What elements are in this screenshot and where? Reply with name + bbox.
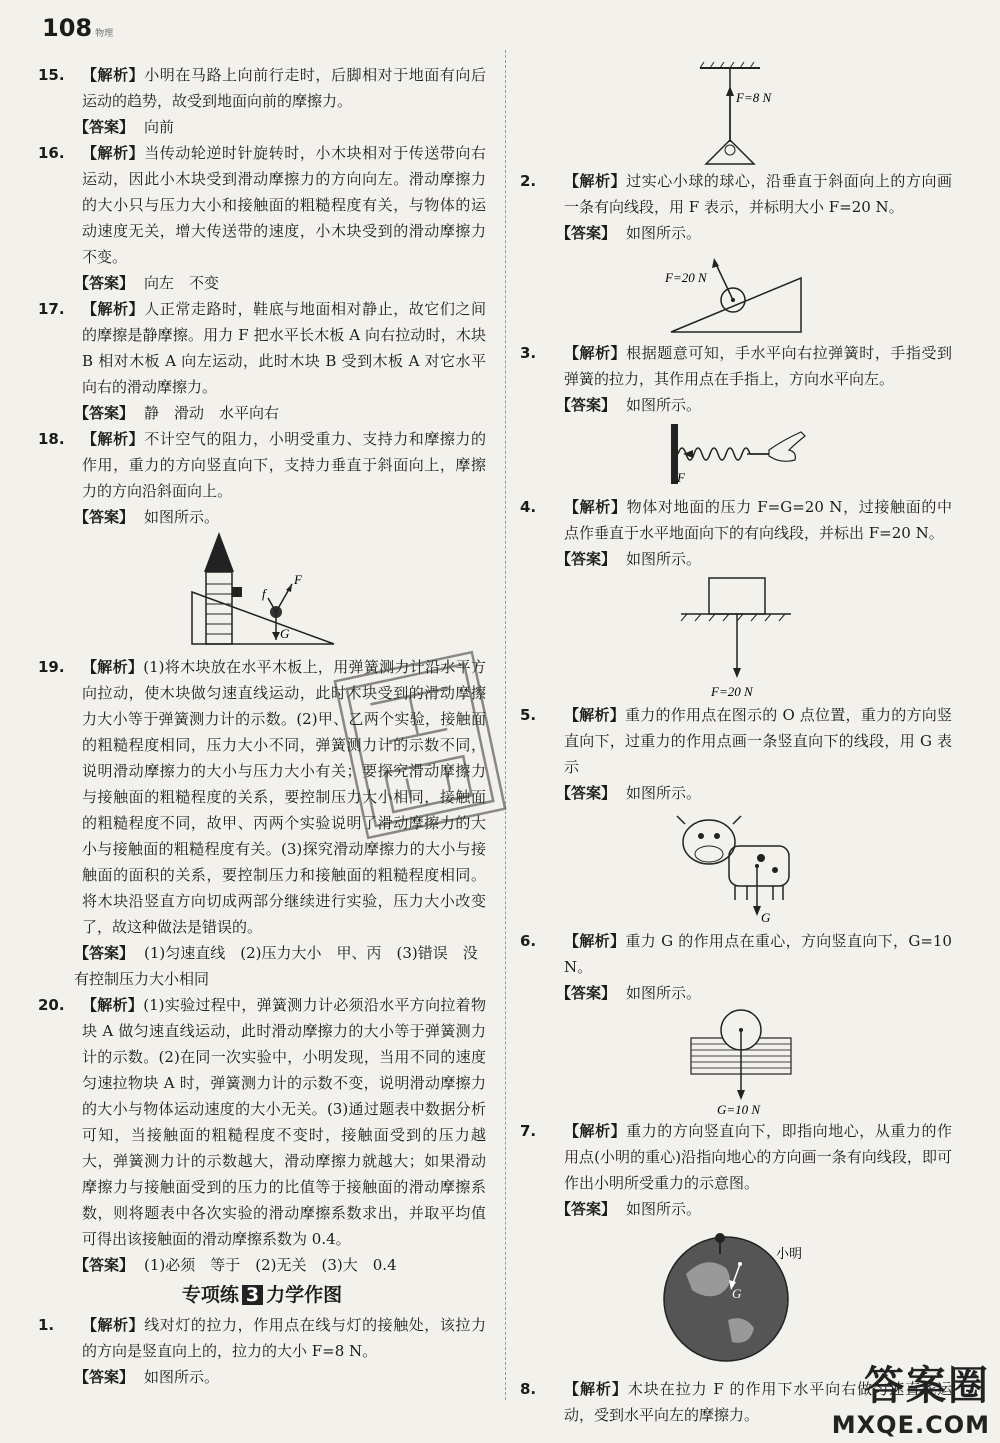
watermark (832, 1354, 990, 1439)
cow-gravity-label: G (761, 910, 771, 925)
lamp-force-label: F=8 N (736, 90, 772, 105)
floating-ball-figure (651, 1008, 821, 1116)
question-18: 18. 【解析】不计空气的阻力，小明受重力、支持力和摩擦力的作用，重力的方向竖直向下，支持力垂直于斜面向上，摩擦力的方向沿斜面向上。 (38, 430, 486, 500)
special-answer-3: 【答案】 如图所示。 (556, 396, 702, 414)
answer-19: 【答案】 (1)匀速直线 (2)压力大小 甲、丙 (3)错误 没有控制压力大小相同 (74, 944, 478, 988)
support-label: F (294, 572, 302, 587)
question-19: 19. 【解析】(1)将木块放在水平木板上，用弹簧测力计沿水平方向拉动，使木块做匀速直线运动，此时木块受到的滑动摩擦力大小等于弹簧测力计的示数。(2)甲、乙两个实验，接触面的粗糙程度相同，压力大小不同，弹簧测力计的示数不同，说明滑动摩擦力的大小与压力大小有关；要探究滑动摩擦力与接触面的粗糙程度的关系，要控制压力大小相同，接触面的粗糙程度不同，故甲、丙两个实验说明了滑动摩擦力的大小与接触面的粗糙程度有关。(3)探究滑动摩擦力的大小与接触面的面积的关系，要控制压力和接触面的粗糙程度相同。将木块沿竖直方向切成两部分继续进行实验，压力大小改变了，故这种做法是错误的。 (38, 658, 486, 936)
question-15: 15. 【解析】小明在马路上向前行走时，后脚相对于地面有向后运动的趋势，故受到地面向前的摩擦力。 (38, 66, 486, 110)
special-question-1: 1. 【解析】线对灯的拉力，作用点在线与灯的接触处，该拉力的方向是竖直向上的，拉力的大小 F=8 N。 (38, 1316, 486, 1360)
right-column (520, 168, 952, 1428)
special-question-7: 7. 【解析】重力的方向竖直向下，即指向地心，从重力的作用点(小明的重心)沿指向地心的方向画一条有向线段，即可作出小明所受重力的示意图。 (520, 1122, 952, 1192)
special-answer-2: 【答案】 如图所示。 (556, 224, 702, 242)
earth-gravity-label: G (732, 1286, 742, 1301)
lamp-figure (690, 62, 790, 170)
page-number: 108 物理 (42, 14, 114, 42)
spring-figure (651, 420, 821, 492)
special-answer-5: 【答案】 如图所示。 (556, 784, 702, 802)
question-16: 16. 【解析】当传动轮逆时针旋转时，小木块相对于传送带向右运动，因此小木块受到滑动摩擦力的方向向左。滑动摩擦力的大小只与压力大小和接触面的粗糙程度有关，与物体的运动速度无关，增大传送带的速度，小木块受到的滑动摩擦力不变。 (38, 144, 486, 266)
special-answer-7: 【答案】 如图所示。 (556, 1200, 702, 1218)
special-question-8: 8. 【解析】木块在拉力 F 的作用下水平向右做匀速直线运动，受到水平向左的摩擦力。 (520, 1380, 952, 1424)
special-question-3: 3. 【解析】根据题意可知，手水平向右拉弹簧时，手指受到弹簧的拉力，其作用点在手指上，方向水平向左。 (520, 344, 952, 388)
answer-20: 【答案】 (1)必须 等于 (2)无关 (3)大 0.4 (74, 1256, 397, 1274)
watermark-url: MXQE.COM (831, 1411, 990, 1439)
special-question-5: 5. 【解析】重力的作用点在图示的 O 点位置，重力的方向竖直向下，过重力的作用点画一条竖直向下的线段，用 G 表示 (520, 706, 952, 776)
answer-18: 【答案】 如图所示。 (74, 508, 220, 526)
spring-force-label: F (677, 470, 685, 485)
box-force-label: F=20 N (711, 684, 753, 699)
slide-forces-figure (182, 532, 342, 652)
question-17: 17. 【解析】人正常走路时，鞋底与地面相对静止，故它们之间的摩擦是静摩擦。用力 F 把水平长木板 A 向右拉动时，木块 B 相对木板 A 向左运动，此时木块 B 受到木板 A 对它水平向右的滑动摩擦力。 (38, 300, 486, 396)
gravity-label: G (280, 626, 290, 641)
stamp-graphic (330, 645, 510, 845)
special-question-4: 4. 【解析】物体对地面的压力 F=G=20 N，过接触面的中点作垂直于水平地面向下的有向线段，并标出 F=20 N。 (520, 498, 952, 542)
box-pressure-figure (651, 574, 821, 700)
ball-gravity-label: G=10 N (717, 1102, 761, 1116)
xiaoming-label: 小明 (776, 1246, 803, 1261)
watermark-text: 答案圈 (864, 1363, 990, 1409)
special-question-2: 2. 【解析】过实心小球的球心，沿垂直于斜面向上的方向画一条有向线段，用 F 表示，并标明大小 F=20 N。 (520, 172, 952, 216)
ball-slope-figure (651, 248, 821, 338)
special-question-6: 6. 【解析】重力 G 的作用点在重心，方向竖直向下，G=10 N。 (520, 932, 952, 976)
special-answer-4: 【答案】 如图所示。 (556, 550, 702, 568)
answer-16: 【答案】 向左 不变 (74, 274, 220, 292)
ball-force-label: F=20 N (665, 270, 707, 285)
friction-label: f (262, 586, 266, 601)
cow-figure (651, 808, 821, 926)
section-heading: 专项练 3 力学作图 (181, 1284, 343, 1306)
answer-17: 【答案】 静 滑动 水平向右 (74, 404, 280, 422)
special-answer-1: 【答案】 如图所示。 (74, 1368, 220, 1386)
answer-15: 【答案】 向前 (74, 118, 175, 136)
special-answer-6: 【答案】 如图所示。 (556, 984, 702, 1002)
question-20: 20. 【解析】(1)实验过程中，弹簧测力计必须沿水平方向拉着物块 A 做匀速直线运动，此时滑动摩擦力的大小等于弹簧测力计的示数。(2)在同一次实验中，小明发现，当用不同的速度匀速拉物块 A 时，弹簧测力计的示数不变，说明滑动摩擦力的大小与物体运动速度的大小无关。(3)通过题表中数据分析可知，当接触面的粗糙程度不变时，接触面受到的压力越大，弹簧测力计的示数越大，滑动摩擦力就越大；如果滑动摩擦力与接触面受到的压力的比值等于接触面的滑动摩擦系数，则将题表中各次实验的滑动摩擦系数求出，并取平均值可得出该接触面的滑动摩擦系数为 0.4。 (38, 996, 486, 1248)
earth-figure (636, 1224, 836, 1374)
